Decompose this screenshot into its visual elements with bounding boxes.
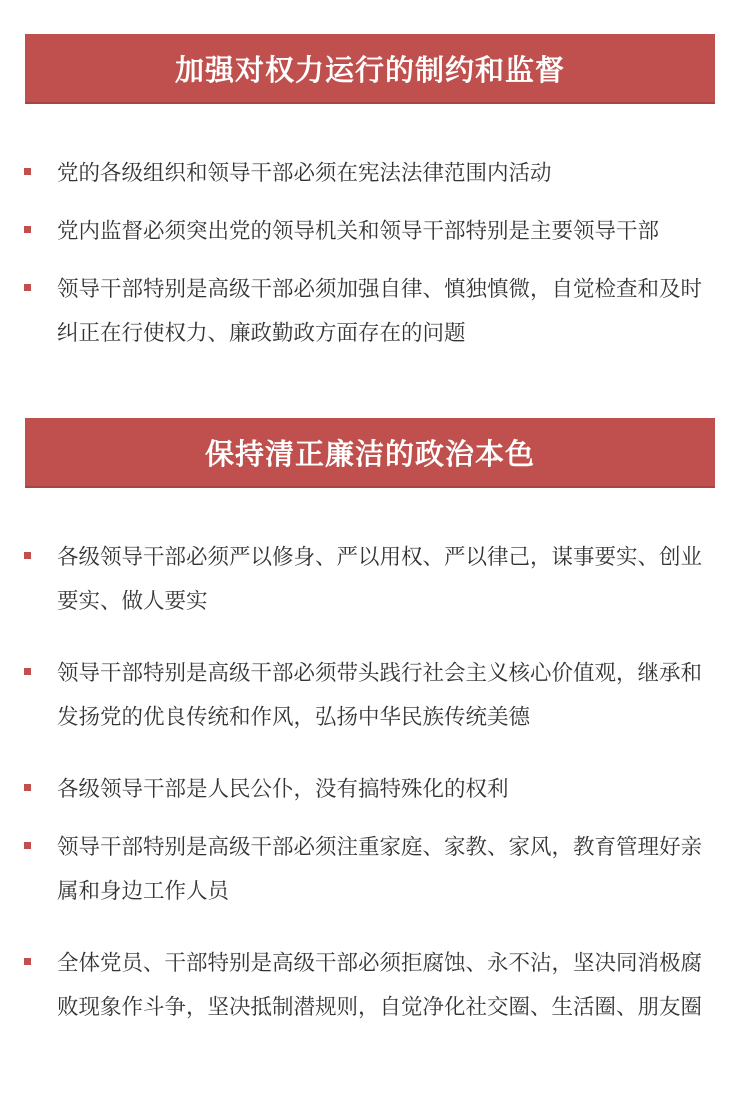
list-item [24,268,720,356]
list-item [24,652,720,740]
list-item-text: 领导干部特别是高级干部必须注重家庭、家教、家风，教育管理好亲属和身边工作人员 [57,835,703,904]
square-bullet-icon [24,168,31,175]
list-item-text: 党内监督必须突出党的领导机关和领导干部特别是主要领导干部 [57,219,660,244]
list-item-text: 各级领导干部是人民公仆，没有搞特殊化的权利 [57,777,509,802]
list-item-text: 领导干部特别是高级干部必须带头践行社会主义核心价值观，继承和发扬党的优良传统和作风，弘扬中华民族传统美德 [57,661,703,730]
square-bullet-icon [24,842,31,849]
section-heading-banner [25,418,715,488]
list-item [24,210,720,254]
section-heading-banner [25,34,715,104]
list-item-text: 党的各级组织和领导干部必须在宪法法律范围内活动 [57,161,552,186]
list-item-text: 各级领导干部必须严以修身、严以用权、严以律己，谋事要实、创业要实、做人要实 [57,545,703,614]
square-bullet-icon [24,958,31,965]
list-item [24,536,720,624]
list-item [24,826,720,914]
list-item-text: 全体党员、干部特别是高级干部必须拒腐蚀、永不沾，坚决同消极腐败现象作斗争，坚决抵制潜规则，自觉净化社交圈、生活圈、朋友圈 [57,951,703,1020]
section-heading: 保持清正廉洁的政治本色 [204,436,535,471]
list-item [24,768,720,812]
square-bullet-icon [24,668,31,675]
square-bullet-icon [24,784,31,791]
square-bullet-icon [24,284,31,291]
list-item-text: 领导干部特别是高级干部必须加强自律、慎独慎微，自觉检查和及时纠正在行使权力、廉政勤政方面存在的问题 [57,277,703,346]
square-bullet-icon [24,226,31,233]
list-item [24,942,720,1030]
list-item [24,152,720,196]
square-bullet-icon [24,552,31,559]
section-heading: 加强对权力运行的制约和监督 [174,52,565,87]
